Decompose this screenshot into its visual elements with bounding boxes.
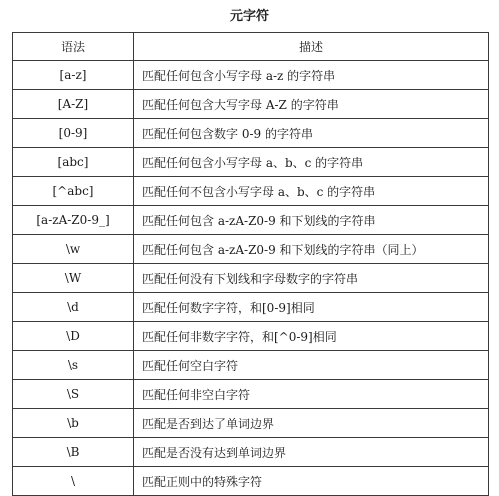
table-row: [13, 351, 489, 380]
table-row: [13, 380, 489, 409]
syntax-cell: [^abc]: [13, 177, 134, 206]
description-cell: 匹配任何数字字符，和[0-9]相同: [134, 293, 489, 322]
metacharacter-table: [12, 32, 489, 496]
description-cell: 匹配任何非空白字符: [134, 380, 489, 409]
description-cell: 匹配任何空白字符: [134, 351, 489, 380]
syntax-cell: \w: [13, 235, 134, 264]
syntax-cell: [a-z]: [13, 61, 134, 90]
syntax-cell: \D: [13, 322, 134, 351]
syntax-cell: \b: [13, 409, 134, 438]
table-row: [13, 177, 489, 206]
table-title: 元字符: [229, 9, 269, 24]
syntax-cell: [abc]: [13, 148, 134, 177]
table-row: [13, 119, 489, 148]
description-cell: 匹配任何非数字字符，和[^0-9]相同: [134, 322, 489, 351]
description-cell: 匹配任何包含小写字母 a、b、c 的字符串: [134, 148, 489, 177]
header-syntax: 语法: [13, 33, 134, 61]
syntax-cell: [a-zA-Z0-9_]: [13, 206, 134, 235]
description-cell: 匹配任何包含小写字母 a-z 的字符串: [134, 61, 489, 90]
description-cell: 匹配任何不包含小写字母 a、b、c 的字符串: [134, 177, 489, 206]
description-cell: 匹配任何包含大写字母 A-Z 的字符串: [134, 90, 489, 119]
syntax-cell: \W: [13, 264, 134, 293]
table-header-row: [13, 33, 489, 61]
table-row: [13, 61, 489, 90]
table-row: [13, 438, 489, 467]
description-cell: 匹配是否到达了单词边界: [134, 409, 489, 438]
table-row: [13, 264, 489, 293]
syntax-cell: [A-Z]: [13, 90, 134, 119]
description-cell: 匹配任何包含数字 0-9 的字符串: [134, 119, 489, 148]
table-row: [13, 206, 489, 235]
syntax-cell: \S: [13, 380, 134, 409]
description-cell: 匹配任何包含 a-zA-Z0-9 和下划线的字符串（同上）: [134, 235, 489, 264]
table-row: [13, 148, 489, 177]
table-row: [13, 90, 489, 119]
description-cell: 匹配任何没有下划线和字母数字的字符串: [134, 264, 489, 293]
description-cell: 匹配是否没有达到单词边界: [134, 438, 489, 467]
syntax-cell: \d: [13, 293, 134, 322]
table-row: [13, 409, 489, 438]
header-description: 描述: [134, 33, 489, 61]
table-row: [13, 322, 489, 351]
description-cell: 匹配正则中的特殊字符: [134, 467, 489, 496]
description-cell: 匹配任何包含 a-zA-Z0-9 和下划线的字符串: [134, 206, 489, 235]
table-row: [13, 293, 489, 322]
syntax-cell: \: [13, 467, 134, 496]
syntax-cell: \B: [13, 438, 134, 467]
table-row: [13, 235, 489, 264]
table-row: [13, 467, 489, 496]
syntax-cell: \s: [13, 351, 134, 380]
syntax-cell: [0-9]: [13, 119, 134, 148]
